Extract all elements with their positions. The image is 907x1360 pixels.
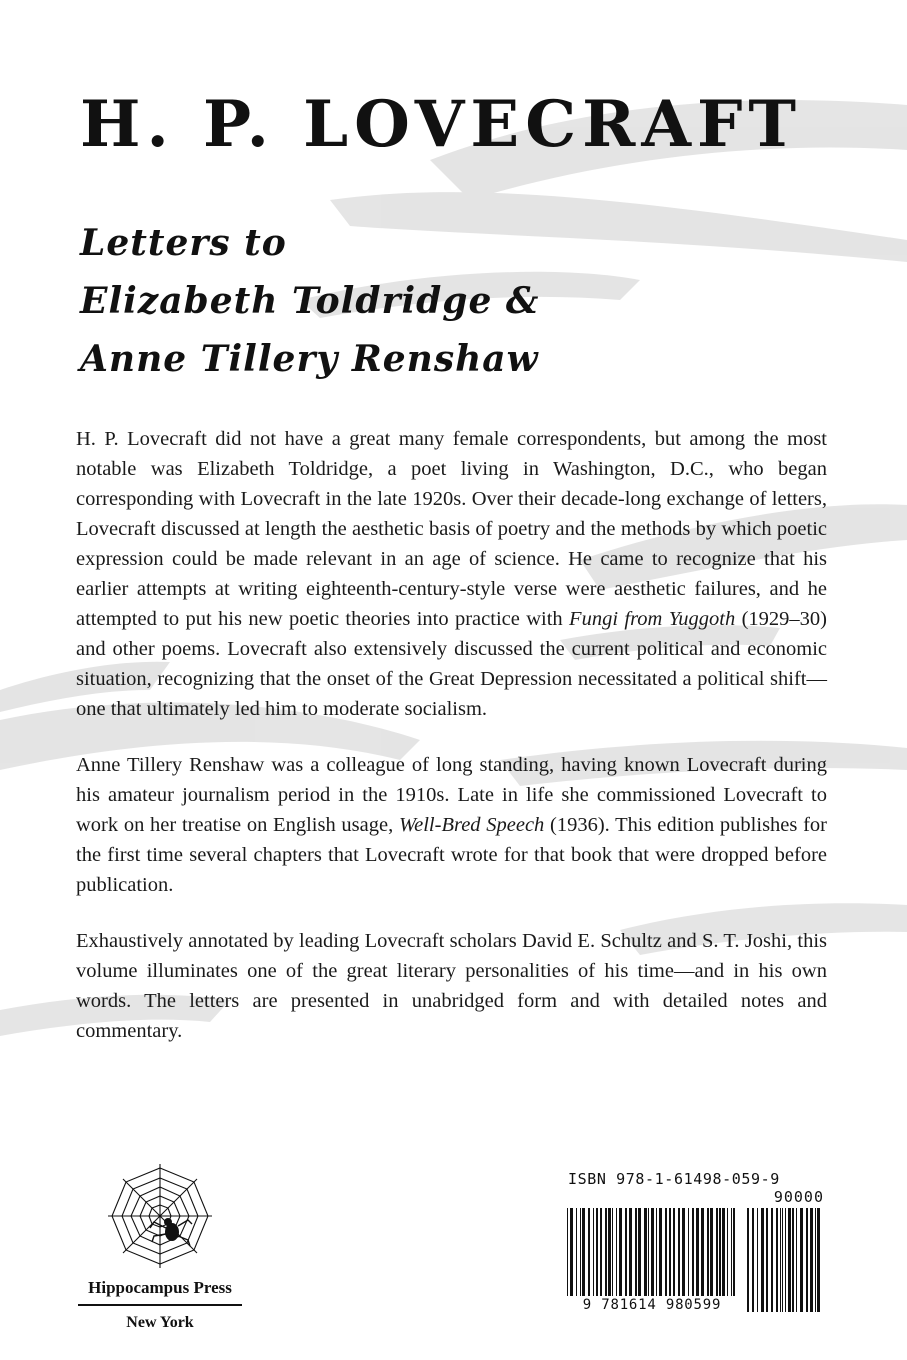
- book-title-line: Letters to: [80, 222, 287, 264]
- barcode-addon-bars: [746, 1208, 824, 1312]
- barcode-bar: [651, 1208, 654, 1296]
- barcode-bars: [566, 1208, 738, 1296]
- barcode-bar: [619, 1208, 622, 1296]
- barcode-bar: [722, 1208, 725, 1296]
- barcode-bar: [656, 1208, 657, 1296]
- barcode-bar: [771, 1208, 773, 1312]
- barcode-bar: [757, 1208, 758, 1312]
- barcode-bar: [644, 1208, 647, 1296]
- author-name: H. P. LOVECRAFT: [80, 87, 803, 162]
- blurb-paragraph: [76, 750, 827, 900]
- barcode-bar: [785, 1208, 786, 1312]
- barcode-bar: [567, 1208, 568, 1296]
- barcode-bar: [629, 1208, 632, 1296]
- barcode-bar: [580, 1208, 581, 1296]
- barcode-bar: [707, 1208, 709, 1296]
- barcode-bar: [782, 1208, 783, 1312]
- barcode-bar: [701, 1208, 704, 1296]
- price-code: 90000: [773, 1188, 824, 1206]
- blurb-paragraph: [76, 424, 827, 724]
- barcode-bar: [665, 1208, 667, 1296]
- barcode-bar: [616, 1208, 617, 1296]
- blurb-text: H. P. Lovecraft did not have a great many female correspondents, but among the most notable was Elizabeth Toldridge, a poet living in Washington, D.C., who began corresponding with Lovecraft in the late 1920s. Over their decade-long exchange of letters, Lovecraft discussed at length the aesthetic basis of poetry and the methods by which poetic expression could be made relevant in an age of science. He came to recognize that his earlier attempts at writing eighteenth-century-style verse were aesthetic failures, and he attempted to put his new poetic theories into practice with: [76, 428, 827, 630]
- book-title-line: Elizabeth Toldridge &: [80, 280, 540, 322]
- barcode-bar: [716, 1208, 718, 1296]
- barcode-bar: [766, 1208, 768, 1312]
- barcode-bar: [682, 1208, 685, 1296]
- barcode-bar: [810, 1208, 813, 1312]
- blurb: [76, 424, 827, 1072]
- barcode-bar: [576, 1208, 577, 1296]
- publisher-city: New York: [126, 1314, 194, 1331]
- barcode-bar: [612, 1208, 613, 1296]
- isbn-barcode: [566, 1170, 828, 1332]
- publisher-name: Hippocampus Press: [88, 1278, 232, 1297]
- barcode-bar: [788, 1208, 791, 1312]
- divider: [78, 1304, 242, 1306]
- barcode-bar: [625, 1208, 627, 1296]
- barcode-bar: [696, 1208, 699, 1296]
- barcode-bar: [806, 1208, 808, 1312]
- barcode-bar: [570, 1208, 573, 1296]
- isbn-label: ISBN 978-1-61498-059-9: [568, 1170, 780, 1188]
- barcode-bar: [648, 1208, 649, 1296]
- barcode-bar: [761, 1208, 764, 1312]
- barcode-bar: [727, 1208, 728, 1296]
- barcode-bar: [593, 1208, 594, 1296]
- barcode-bar: [638, 1208, 641, 1296]
- barcode-bar: [719, 1208, 721, 1296]
- barcode-bar: [635, 1208, 637, 1296]
- barcode-bar: [605, 1208, 607, 1296]
- barcode-bar: [792, 1208, 794, 1312]
- barcode-bar: [692, 1208, 694, 1296]
- barcode-bar: [815, 1208, 816, 1312]
- book-title-reference: Well-Bred Speech: [398, 814, 545, 836]
- barcode-bar: [588, 1208, 590, 1296]
- barcode-bar: [600, 1208, 602, 1296]
- barcode-bar: [659, 1208, 662, 1296]
- publisher-block: [74, 1162, 246, 1334]
- barcode-bar: [596, 1208, 598, 1296]
- book-title: [80, 214, 840, 388]
- barcode-bar: [817, 1208, 820, 1312]
- barcode-bar: [688, 1208, 689, 1296]
- book-title-line: Anne Tillery Renshaw: [80, 338, 539, 380]
- book-title-reference: Fungi from Yuggoth: [569, 608, 736, 630]
- blurb-paragraph: [76, 926, 827, 1046]
- blurb-text: (1936). This edition publishes for the first time several chapters that Lovecraft wrote for that book that were dropped before publication.: [76, 814, 827, 896]
- barcode-bar: [710, 1208, 713, 1296]
- barcode-bar: [733, 1208, 735, 1296]
- barcode-bar: [747, 1208, 749, 1312]
- blurb-text: Anne Tillery Renshaw was a colleague of long standing, having known Lovecraft during his amateur journalism period in the 1910s. Late in life she commissioned Lovecraft to work on her treatise on English usage,: [76, 754, 827, 836]
- barcode-bar: [608, 1208, 611, 1296]
- barcode-bar: [731, 1208, 732, 1296]
- blurb-text: Exhaustively annotated by leading Lovecraft scholars David E. Schultz and S. T. Joshi, this volume illuminates one of the great literary personalities of his time—and in his own words. The letters are presented in unabridged form and with detailed notes and commentary.: [76, 930, 827, 1042]
- spiderweb-icon: [106, 1162, 214, 1270]
- barcode-bar: [582, 1208, 585, 1296]
- barcode-bar: [776, 1208, 778, 1312]
- barcode-bar: [752, 1208, 754, 1312]
- barcode-bar: [673, 1208, 675, 1296]
- barcode-bar: [669, 1208, 671, 1296]
- barcode-bar: [800, 1208, 803, 1312]
- barcode-bar: [678, 1208, 680, 1296]
- barcode-bar: [780, 1208, 781, 1312]
- blurb-text: (1929–30) and other poems. Lovecraft also extensively discussed the current political and economic situation, recognizing that the onset of the Great Depression necessitated a political shift—one that ultimately led him to moderate socialism.: [76, 608, 828, 720]
- barcode-bar: [796, 1208, 797, 1312]
- barcode-digits: 9 781614 980599: [582, 1297, 722, 1313]
